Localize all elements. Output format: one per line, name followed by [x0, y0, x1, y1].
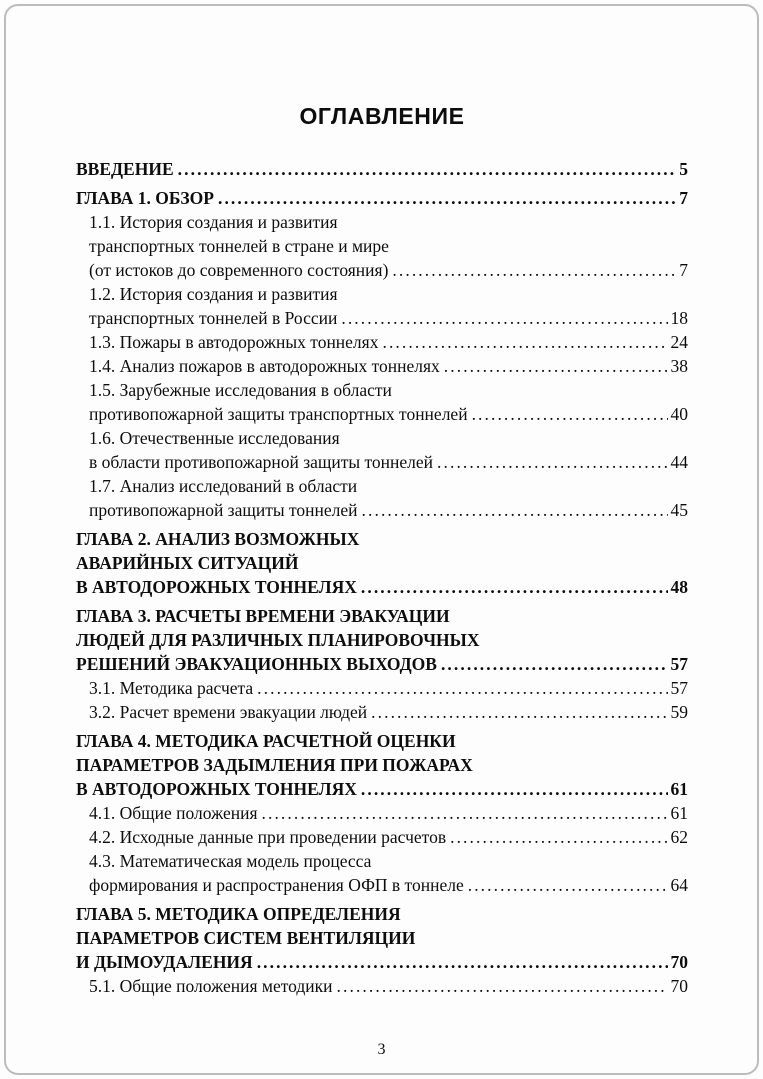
table-of-contents [76, 157, 688, 998]
toc-entry [76, 801, 688, 825]
toc-line [76, 950, 688, 974]
toc-entry-text: ГЛАВА 4. МЕТОДИКА РАСЧЕТНОЙ ОЦЕНКИ [76, 731, 456, 751]
footer-page-number: 3 [377, 1041, 386, 1058]
toc-page-number: 7 [679, 188, 688, 208]
toc-entry-text: в области противопожарной защиты тоннелей [89, 452, 434, 472]
leader-dots [444, 354, 668, 378]
toc-line [89, 378, 688, 402]
toc-line [76, 157, 688, 181]
toc-entry [76, 700, 688, 724]
toc-page [76, 103, 688, 998]
toc-entry [76, 474, 688, 522]
toc-entry [76, 527, 688, 599]
toc-entry [76, 378, 688, 426]
toc-entry-text: ВВЕДЕНИЕ [76, 159, 174, 179]
toc-line [76, 777, 688, 801]
toc-entry-text: ГЛАВА 1. ОБЗОР [76, 188, 214, 208]
toc-page-number: 61 [670, 803, 688, 823]
leader-dots [262, 801, 668, 825]
toc-entry [76, 902, 688, 974]
toc-entry [76, 210, 688, 282]
toc-page-number: 62 [670, 827, 688, 847]
toc-entry [76, 354, 688, 378]
toc-line [89, 700, 688, 724]
toc-entry-text: 5.1. Общие положения методики [89, 976, 333, 996]
toc-line [89, 330, 688, 354]
toc-page-number: 38 [670, 356, 688, 376]
toc-line [89, 450, 688, 474]
toc-line [76, 753, 688, 777]
toc-line [89, 210, 688, 234]
toc-entry-text: 4.3. Математическая модель процесса [89, 851, 372, 871]
toc-entry-text: (от истоков до современного состояния) [89, 260, 389, 280]
toc-entry-text: 1.4. Анализ пожаров в автодорожных тоннелях [89, 356, 440, 376]
leader-dots [337, 974, 668, 998]
toc-page-number: 61 [670, 779, 688, 799]
leader-dots [468, 873, 668, 897]
toc-entry-text: транспортных тоннелей в стране и мире [89, 236, 389, 256]
toc-line [89, 849, 688, 873]
toc-entry-text: 1.3. Пожары в автодорожных тоннелях [89, 332, 379, 352]
toc-line [89, 402, 688, 426]
toc-entry-text: 1.1. История создания и развития [89, 212, 338, 232]
toc-page-number: 18 [670, 308, 688, 328]
toc-line [76, 729, 688, 753]
toc-entry-text: 3.1. Методика расчета [89, 678, 254, 698]
toc-entry-text: 1.6. Отечественные исследования [89, 428, 340, 448]
toc-entry [76, 282, 688, 330]
toc-page-number: 57 [670, 678, 688, 698]
leader-dots [178, 157, 677, 181]
toc-entry-text: В АВТОДОРОЖНЫХ ТОННЕЛЯХ [76, 779, 357, 799]
toc-entry [76, 604, 688, 676]
leader-dots [257, 676, 667, 700]
toc-line [89, 258, 688, 282]
toc-entry [76, 849, 688, 897]
toc-entry-text: ГЛАВА 2. АНАЛИЗ ВОЗМОЖНЫХ [76, 529, 360, 549]
leader-dots [441, 652, 668, 676]
toc-line [76, 575, 688, 599]
toc-entry-text: 1.2. История создания и развития [89, 284, 338, 304]
toc-line [89, 234, 688, 258]
toc-page-number: 40 [670, 404, 688, 424]
leader-dots [257, 950, 668, 974]
toc-line [89, 825, 688, 849]
toc-entry-text: ПАРАМЕТРОВ СИСТЕМ ВЕНТИЛЯЦИИ [76, 928, 416, 948]
toc-entry [76, 974, 688, 998]
toc-page-number: 7 [679, 260, 688, 280]
toc-line [89, 801, 688, 825]
toc-line [89, 873, 688, 897]
toc-line [76, 926, 688, 950]
toc-entry [76, 825, 688, 849]
page-title: ОГЛАВЛЕНИЕ [299, 103, 465, 129]
toc-entry-text: В АВТОДОРОЖНЫХ ТОННЕЛЯХ [76, 577, 357, 597]
toc-entry [76, 729, 688, 801]
leader-dots [371, 700, 667, 724]
toc-line [89, 974, 688, 998]
toc-line [89, 676, 688, 700]
toc-line [89, 498, 688, 522]
leader-dots [437, 450, 667, 474]
toc-page-number: 24 [670, 332, 688, 352]
leader-dots [341, 306, 667, 330]
toc-page-number: 57 [670, 654, 688, 674]
toc-entry [76, 186, 688, 210]
leader-dots [450, 825, 667, 849]
toc-line [76, 628, 688, 652]
leader-dots [392, 258, 676, 282]
toc-line [76, 604, 688, 628]
toc-entry-text: 4.2. Исходные данные при проведении расчетов [89, 827, 447, 847]
toc-page-number: 45 [670, 500, 688, 520]
toc-line [76, 527, 688, 551]
toc-page-number: 48 [670, 577, 688, 597]
toc-entry-text: АВАРИЙНЫХ СИТУАЦИЙ [76, 553, 299, 573]
toc-line [89, 474, 688, 498]
toc-entry-text: противопожарной защиты тоннелей [89, 500, 358, 520]
toc-entry [76, 157, 688, 181]
toc-entry-text: 3.2. Расчет времени эвакуации людей [89, 702, 368, 722]
toc-entry-text: противопожарной защиты транспортных тоннелей [89, 404, 468, 424]
leader-dots [472, 402, 668, 426]
toc-line [76, 652, 688, 676]
toc-page-number: 59 [670, 702, 688, 722]
leader-dots [382, 330, 667, 354]
leader-dots [362, 498, 668, 522]
toc-line [76, 551, 688, 575]
toc-page-number: 5 [679, 159, 688, 179]
toc-entry-text: И ДЫМОУДАЛЕНИЯ [76, 952, 253, 972]
leader-dots [361, 575, 668, 599]
toc-page-number: 64 [670, 875, 688, 895]
toc-entry-text: ГЛАВА 5. МЕТОДИКА ОПРЕДЕЛЕНИЯ [76, 904, 401, 924]
toc-page-number: 70 [670, 976, 688, 996]
toc-line [89, 354, 688, 378]
toc-entry-text: 1.7. Анализ исследований в области [89, 476, 358, 496]
toc-entry [76, 426, 688, 474]
leader-dots [361, 777, 668, 801]
toc-page-number: 44 [670, 452, 688, 472]
toc-page-number: 70 [670, 952, 688, 972]
toc-entry-text: 4.1. Общие положения [89, 803, 258, 823]
leader-dots [218, 186, 676, 210]
toc-entry-text: РЕШЕНИЙ ЭВАКУАЦИОННЫХ ВЫХОДОВ [76, 654, 437, 674]
toc-entry [76, 676, 688, 700]
toc-entry-text: транспортных тоннелей в России [89, 308, 338, 328]
toc-entry-text: ГЛАВА 3. РАСЧЕТЫ ВРЕМЕНИ ЭВАКУАЦИИ [76, 606, 450, 626]
toc-entry-text: ПАРАМЕТРОВ ЗАДЫМЛЕНИЯ ПРИ ПОЖАРАХ [76, 755, 473, 775]
toc-line [76, 186, 688, 210]
toc-entry-text: ЛЮДЕЙ ДЛЯ РАЗЛИЧНЫХ ПЛАНИРОВОЧНЫХ [76, 630, 480, 650]
toc-line [89, 426, 688, 450]
toc-entry [76, 330, 688, 354]
toc-line [89, 306, 688, 330]
toc-entry-text: формирования и распространения ОФП в тоннеле [89, 875, 464, 895]
toc-line [89, 282, 688, 306]
toc-line [76, 902, 688, 926]
toc-entry-text: 1.5. Зарубежные исследования в области [89, 380, 392, 400]
